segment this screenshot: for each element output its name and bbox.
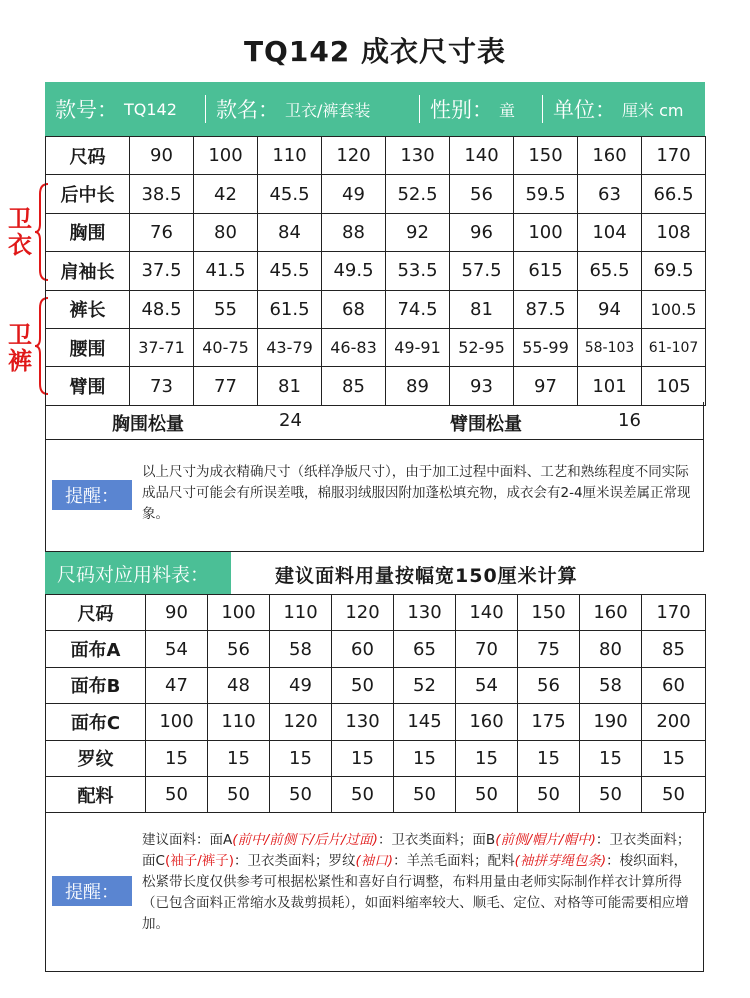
table-cell: 15 [642, 740, 706, 776]
table-cell: 49.5 [322, 252, 386, 290]
table-cell: 57.5 [450, 252, 514, 290]
table-cell: 615 [514, 252, 578, 290]
table-cell: 50 [394, 776, 456, 812]
table-cell: 97 [514, 367, 578, 405]
size-row [46, 290, 706, 328]
reminder-box [45, 440, 704, 552]
table-cell: 52-95 [450, 328, 514, 366]
table-cell: 90 [146, 595, 208, 631]
table-cell: 15 [332, 740, 394, 776]
size-row [46, 175, 706, 213]
table-cell: 85 [642, 631, 706, 667]
table-cell: 50 [332, 667, 394, 703]
fabric-row [46, 667, 706, 703]
table-cell: 140 [456, 595, 518, 631]
page-title: TQ142 成衣尺寸表 [243, 35, 507, 68]
table-cell: 81 [450, 290, 514, 328]
pants-group-label: 卫 裤 [8, 321, 32, 375]
table-cell: 48 [208, 667, 270, 703]
style-number: 款号： TQ142 [55, 98, 177, 122]
table-cell: 140 [450, 137, 514, 175]
table-cell: 175 [518, 704, 580, 740]
table-cell: 150 [514, 137, 578, 175]
table-cell: 50 [518, 776, 580, 812]
table-cell: 90 [130, 137, 194, 175]
row-label: 面布C [46, 704, 146, 740]
size-row [46, 137, 706, 175]
table-cell: 75 [518, 631, 580, 667]
table-cell: 80 [580, 631, 642, 667]
table-cell: 110 [208, 704, 270, 740]
table-cell: 59.5 [514, 175, 578, 213]
unit: 单位： 厘米 cm [553, 98, 684, 122]
table-cell: 50 [208, 776, 270, 812]
table-cell: 74.5 [386, 290, 450, 328]
table-cell: 145 [394, 704, 456, 740]
table-cell: 85 [322, 367, 386, 405]
size-table [45, 136, 706, 406]
size-row [46, 367, 706, 405]
fabric-reminder-box [45, 812, 704, 972]
row-label: 尺码 [46, 595, 146, 631]
table-cell: 15 [208, 740, 270, 776]
table-cell: 120 [322, 137, 386, 175]
table-cell: 54 [146, 631, 208, 667]
table-cell: 61.5 [258, 290, 322, 328]
table-cell: 54 [456, 667, 518, 703]
table-cell: 170 [642, 595, 706, 631]
table-cell: 130 [386, 137, 450, 175]
row-label: 裤长 [46, 290, 130, 328]
row-label: 胸围 [46, 213, 130, 251]
fabric-section-desc: 建议面料用量按幅宽150厘米计算 [275, 565, 578, 587]
table-cell: 46-83 [322, 328, 386, 366]
table-cell: 92 [386, 213, 450, 251]
size-row [46, 328, 706, 366]
row-label: 尺码 [46, 137, 130, 175]
table-cell: 68 [322, 290, 386, 328]
table-cell: 45.5 [258, 175, 322, 213]
table-cell: 94 [578, 290, 642, 328]
table-cell: 49 [270, 667, 332, 703]
table-cell: 170 [642, 137, 706, 175]
table-cell: 84 [258, 213, 322, 251]
table-cell: 42 [194, 175, 258, 213]
fabric-row [46, 740, 706, 776]
table-cell: 160 [578, 137, 642, 175]
table-cell: 60 [332, 631, 394, 667]
table-cell: 100 [514, 213, 578, 251]
spec-header-bar [45, 82, 705, 136]
table-cell: 47 [146, 667, 208, 703]
table-cell: 100 [208, 595, 270, 631]
fabric-reminder-text: 建议面料：面A(前中/前侧下/后片/过面)：卫衣类面料；面B(前侧/帽片/帽中)：卫衣类面料；面C(袖子/裤子)：卫衣类面料；罗纹(袖口)：羊羔毛面料；配料(袖拼芽绳包条)：梭织面料，松紧带长度仅供参考可根据松紧性和喜好自行调整，布料用量由老师实际制作样衣计算所得（已包含面料正常缩水及裁剪损耗），如面料缩率较大、顺毛、定位、对格等可能需要相应增加。 [142, 832, 691, 932]
table-cell: 49-91 [386, 328, 450, 366]
table-cell: 58 [580, 667, 642, 703]
table-cell: 40-75 [194, 328, 258, 366]
fabric-table [45, 594, 706, 813]
size-row [46, 252, 706, 290]
table-cell: 100 [146, 704, 208, 740]
table-cell: 150 [518, 595, 580, 631]
table-cell: 52 [394, 667, 456, 703]
table-cell: 55 [194, 290, 258, 328]
table-cell: 50 [332, 776, 394, 812]
table-cell: 15 [394, 740, 456, 776]
table-cell: 120 [332, 595, 394, 631]
arm-looseness-value: 16 [618, 410, 641, 431]
table-cell: 15 [270, 740, 332, 776]
chest-looseness-value: 24 [279, 410, 302, 431]
table-cell: 96 [450, 213, 514, 251]
table-cell: 60 [642, 667, 706, 703]
table-cell: 80 [194, 213, 258, 251]
table-cell: 45.5 [258, 252, 322, 290]
table-cell: 53.5 [386, 252, 450, 290]
table-cell: 15 [518, 740, 580, 776]
table-cell: 15 [456, 740, 518, 776]
arm-looseness-label: 臂围松量 [450, 414, 522, 435]
hoodie-group-label: 卫 衣 [8, 205, 32, 259]
chest-looseness-label: 胸围松量 [112, 414, 184, 435]
gender: 性别： 童 [430, 98, 516, 122]
row-label: 臂围 [46, 367, 130, 405]
table-cell: 89 [386, 367, 450, 405]
table-cell: 76 [130, 213, 194, 251]
table-cell: 65 [394, 631, 456, 667]
table-cell: 100.5 [642, 290, 706, 328]
fabric-reminder-badge: 提醒： [52, 876, 132, 906]
table-cell: 49 [322, 175, 386, 213]
table-cell: 43-79 [258, 328, 322, 366]
table-cell: 61-107 [642, 328, 706, 366]
fabric-row [46, 776, 706, 812]
table-cell: 50 [456, 776, 518, 812]
table-cell: 55-99 [514, 328, 578, 366]
table-cell: 15 [580, 740, 642, 776]
table-cell: 15 [146, 740, 208, 776]
table-cell: 120 [270, 704, 332, 740]
table-cell: 58-103 [578, 328, 642, 366]
table-cell: 48.5 [130, 290, 194, 328]
table-cell: 200 [642, 704, 706, 740]
table-cell: 160 [456, 704, 518, 740]
table-cell: 73 [130, 367, 194, 405]
row-label: 面布B [46, 667, 146, 703]
table-cell: 110 [270, 595, 332, 631]
table-cell: 52.5 [386, 175, 450, 213]
table-cell: 130 [332, 704, 394, 740]
row-label: 配料 [46, 776, 146, 812]
table-cell: 65.5 [578, 252, 642, 290]
table-cell: 66.5 [642, 175, 706, 213]
table-cell: 110 [258, 137, 322, 175]
table-cell: 37.5 [130, 252, 194, 290]
table-cell: 50 [642, 776, 706, 812]
fabric-section-header [45, 552, 704, 594]
row-label: 腰围 [46, 328, 130, 366]
reminder-text: 以上尺寸为成衣精确尺寸（纸样净版尺寸），由于加工过程中面料、工艺和熟练程度不同实际成品尺寸可能会有所误差哦，棉服羽绒服因附加蓬松填充物，成衣会有2-4厘米误差属正常现象。 [142, 464, 691, 522]
table-cell: 101 [578, 367, 642, 405]
table-cell: 69.5 [642, 252, 706, 290]
table-cell: 108 [642, 213, 706, 251]
fabric-section-label: 尺码对应用料表： [45, 552, 231, 594]
table-cell: 81 [258, 367, 322, 405]
row-label: 肩袖长 [46, 252, 130, 290]
looseness-row [45, 402, 704, 440]
table-cell: 58 [270, 631, 332, 667]
table-cell: 63 [578, 175, 642, 213]
fabric-row [46, 631, 706, 667]
table-cell: 41.5 [194, 252, 258, 290]
row-label: 罗纹 [46, 740, 146, 776]
table-cell: 130 [394, 595, 456, 631]
reminder-badge: 提醒： [52, 480, 132, 510]
style-name: 款名： 卫衣/裤套装 [216, 98, 371, 122]
table-cell: 56 [450, 175, 514, 213]
table-cell: 38.5 [130, 175, 194, 213]
table-cell: 50 [580, 776, 642, 812]
row-label: 后中长 [46, 175, 130, 213]
row-label: 面布A [46, 631, 146, 667]
table-cell: 77 [194, 367, 258, 405]
table-cell: 50 [146, 776, 208, 812]
fabric-row [46, 595, 706, 631]
table-cell: 56 [518, 667, 580, 703]
table-cell: 104 [578, 213, 642, 251]
size-row [46, 213, 706, 251]
table-cell: 70 [456, 631, 518, 667]
table-cell: 88 [322, 213, 386, 251]
table-cell: 50 [270, 776, 332, 812]
table-cell: 105 [642, 367, 706, 405]
table-cell: 56 [208, 631, 270, 667]
table-cell: 37-71 [130, 328, 194, 366]
fabric-row [46, 704, 706, 740]
table-cell: 87.5 [514, 290, 578, 328]
table-cell: 160 [580, 595, 642, 631]
table-cell: 93 [450, 367, 514, 405]
table-cell: 190 [580, 704, 642, 740]
table-cell: 100 [194, 137, 258, 175]
